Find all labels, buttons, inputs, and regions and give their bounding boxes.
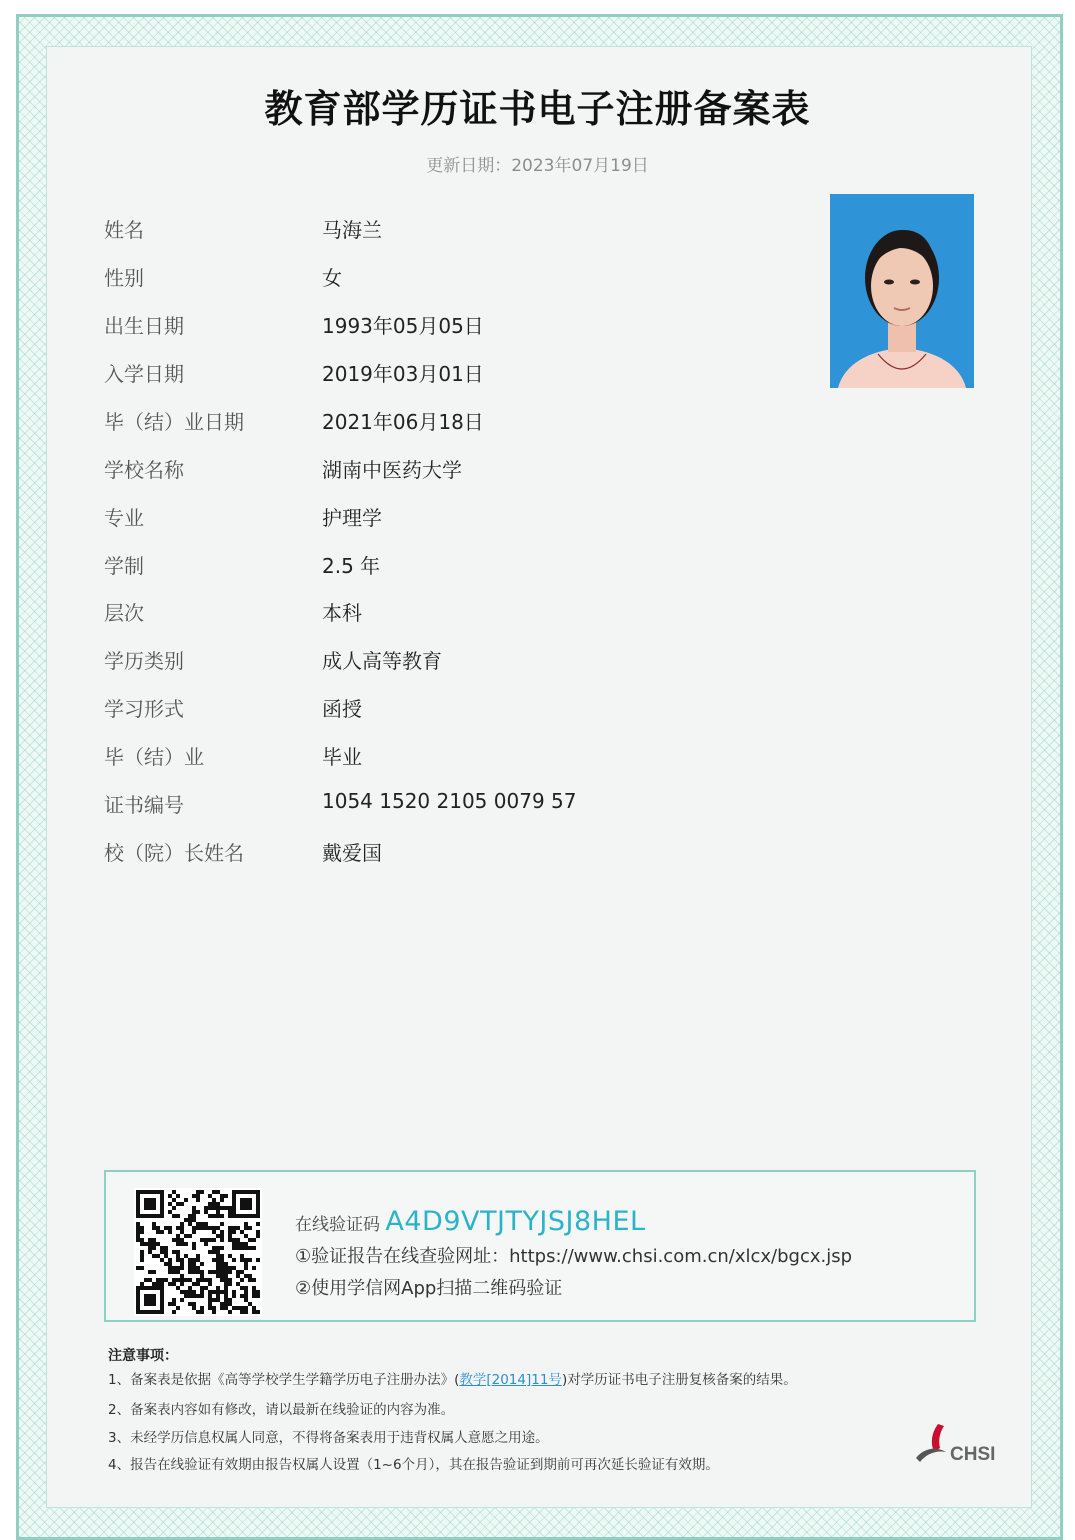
row-enroll-date (0, 358, 800, 388)
value-name: 马海兰 (322, 218, 382, 242)
label-education-type: 学历类别 (104, 649, 184, 673)
verification-app-line: ②使用学信网App扫描二维码验证 (295, 1278, 563, 1299)
note-item-3: 3、未经学历信息权属人同意，不得将备案表用于违背权属人意愿之用途。 (108, 1430, 549, 1446)
row-certificate-number (0, 789, 800, 819)
qr-code-icon[interactable] (134, 1188, 262, 1316)
value-gender: 女 (322, 266, 342, 290)
value-graduation-date: 2021年06月18日 (322, 410, 484, 434)
value-certificate-number: 1054 1520 2105 0079 57 (322, 789, 577, 813)
value-duration: 2.5 年 (322, 554, 381, 578)
row-study-mode (0, 693, 800, 723)
value-major: 护理学 (322, 506, 382, 530)
label-president-name: 校（院）长姓名 (104, 841, 244, 865)
note-item-1-prefix: 1、备案表是依据《高等学校学生学籍学历电子注册办法》( (108, 1372, 460, 1388)
row-education-type (0, 645, 800, 675)
value-enroll-date: 2019年03月01日 (322, 362, 484, 386)
label-graduation-status: 毕（结）业 (104, 745, 204, 769)
value-graduation-status: 毕业 (322, 745, 362, 769)
portrait-illustration (830, 194, 974, 388)
row-graduation-status (0, 741, 800, 771)
label-name: 姓名 (104, 218, 144, 242)
label-enroll-date: 入学日期 (104, 362, 184, 386)
row-school-name (0, 454, 800, 484)
verification-url-line[interactable]: ①验证报告在线查验网址：https://www.chsi.com.cn/xlcx/bgcx.jsp (295, 1246, 853, 1267)
row-name (0, 214, 800, 244)
label-birth-date: 出生日期 (104, 314, 184, 338)
page-title: 教育部学历证书电子注册备案表 (264, 87, 811, 131)
row-duration (0, 550, 800, 580)
note-item-2: 2、备案表内容如有修改，请以最新在线验证的内容为准。 (108, 1402, 455, 1418)
verification-code[interactable]: A4D9VTJTYJSJ8HEL (385, 1206, 646, 1237)
row-level (0, 597, 800, 627)
value-education-type: 成人高等教育 (322, 649, 442, 673)
note-item-1-suffix: )对学历证书电子注册复核备案的结果。 (561, 1372, 797, 1388)
row-major (0, 502, 800, 532)
update-date: 更新日期：2023年07月19日 (426, 156, 649, 176)
note-item-4: 4、报告在线验证有效期由报告权属人设置（1~6个月），其在报告验证到期前可再次延长验证有效期。 (108, 1457, 719, 1473)
label-study-mode: 学习形式 (104, 697, 184, 721)
value-president-name: 戴爱国 (322, 841, 382, 865)
row-president-name (0, 837, 800, 867)
value-birth-date: 1993年05月05日 (322, 314, 484, 338)
value-school-name: 湖南中医药大学 (322, 458, 462, 482)
verification-code-label: 在线验证码 (295, 1215, 380, 1235)
value-level: 本科 (322, 601, 362, 625)
note-item-1 (108, 1368, 797, 1388)
label-school-name: 学校名称 (104, 458, 184, 482)
label-duration: 学制 (104, 554, 144, 578)
label-level: 层次 (104, 601, 144, 625)
label-certificate-number: 证书编号 (104, 793, 184, 817)
value-study-mode: 函授 (322, 697, 362, 721)
label-major: 专业 (104, 506, 144, 530)
row-gender (0, 262, 800, 292)
notes-title: 注意事项： (108, 1348, 178, 1364)
chsi-logo-text: CHSI (950, 1444, 996, 1465)
label-graduation-date: 毕（结）业日期 (104, 410, 244, 434)
row-graduation-date (0, 406, 800, 436)
regulation-link[interactable]: 教学[2014]11号 (459, 1372, 562, 1388)
label-gender: 性别 (104, 266, 144, 290)
student-photo (830, 194, 974, 388)
verification-code-line (295, 1206, 646, 1237)
row-birth-date (0, 310, 800, 340)
